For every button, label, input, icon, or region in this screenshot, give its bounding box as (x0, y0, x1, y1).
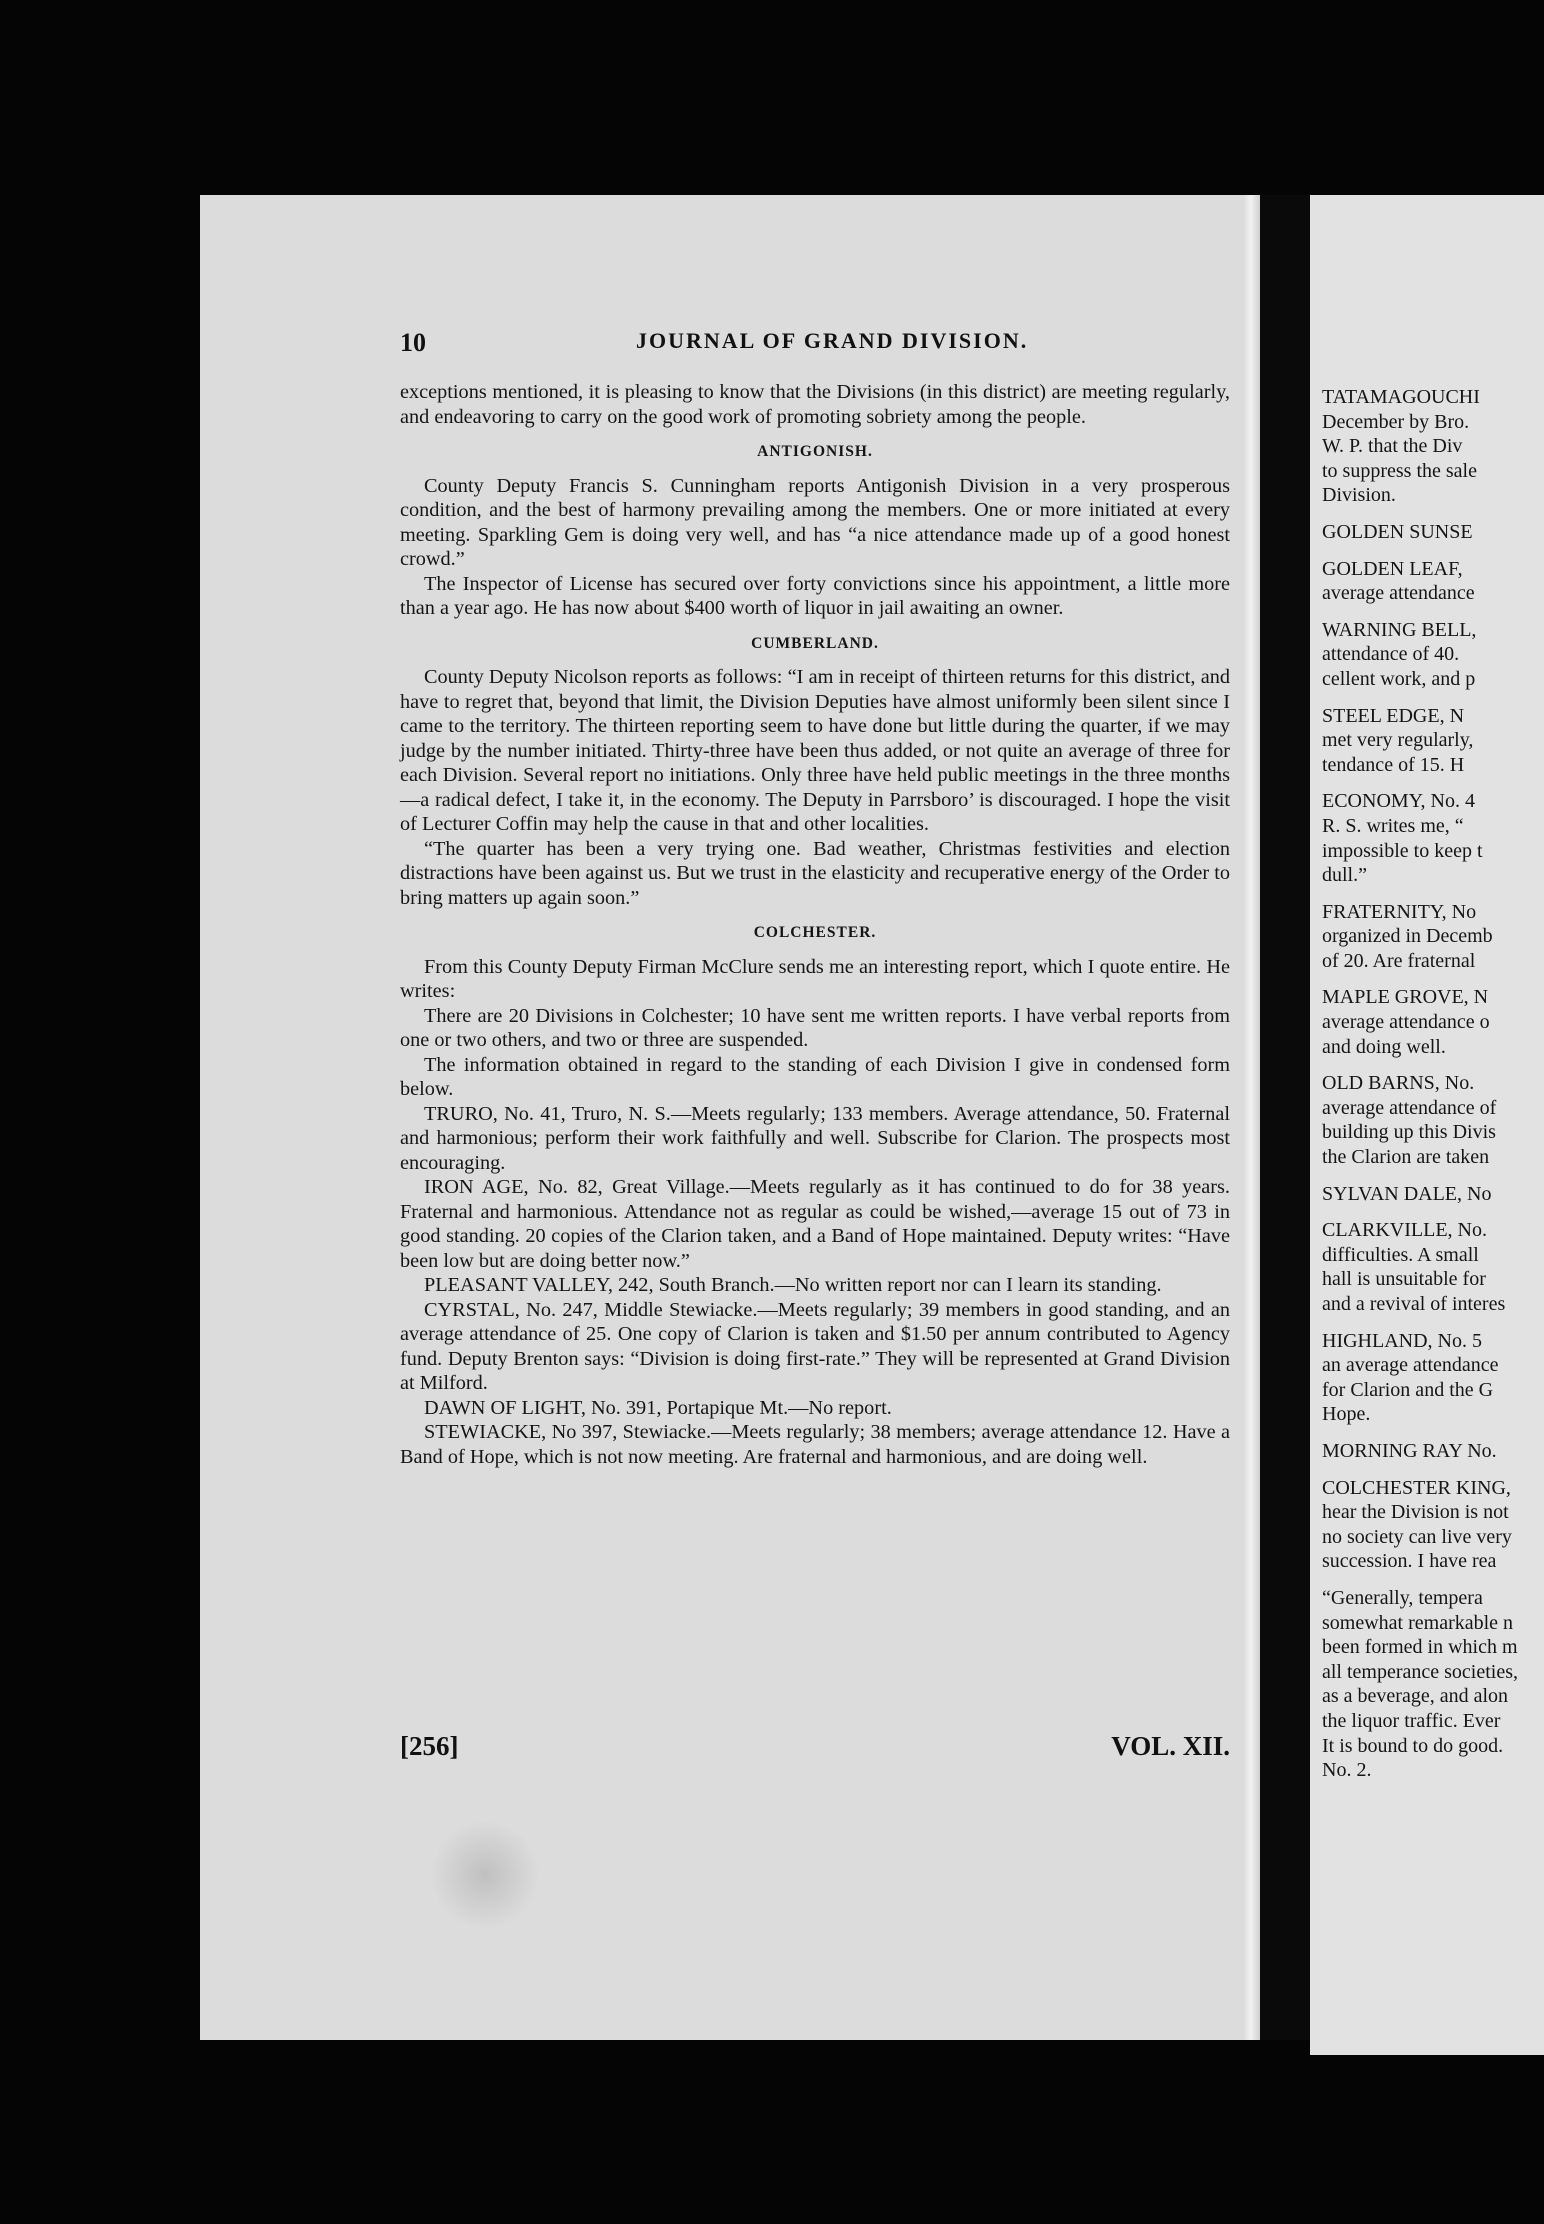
right-line: hear the Division is not (1322, 1501, 1509, 1524)
section-heading: CUMBERLAND. (751, 634, 879, 652)
right-line: building up this Divis (1322, 1121, 1496, 1144)
right-line: somewhat remarkable n (1322, 1611, 1514, 1634)
right-line: the liquor traffic. Ever (1322, 1709, 1501, 1732)
right-entry (1322, 618, 1544, 692)
right-line: SYLVAN DALE, No (1322, 1182, 1492, 1205)
section-heading: ANTIGONISH. (757, 443, 873, 460)
right-line: succession. I have rea (1322, 1550, 1497, 1573)
right-entry (1322, 1218, 1544, 1316)
right-line: MORNING RAY No. (1322, 1439, 1497, 1462)
right-line: the Clarion are taken (1322, 1146, 1490, 1169)
paragraph: CYRSTAL, No. 247, Middle Stewiacke.—Meets regularly; 39 members in good standing, and an average attendance of 25. One copy of Clarion is taken and $1.50 per annum contributed to Agency fund. Deputy Brenton says: “Division is doing first-rate.” They will be represented at Grand Division at Milford. (400, 1298, 1230, 1394)
right-line: December by Bro. (1322, 410, 1470, 433)
paragraph: The information obtained in regard to the standing of each Division I give in condensed form below. (400, 1053, 1230, 1100)
right-line: OLD BARNS, No. (1322, 1072, 1475, 1095)
right-entry (1322, 385, 1544, 508)
right-line: GOLDEN SUNSE (1322, 520, 1473, 543)
right-line: tendance of 15. H (1322, 753, 1465, 776)
paragraph: There are 20 Divisions in Colchester; 10 have sent me written reports. I have verbal reports from one or two others, and two or three are suspended. (400, 1004, 1230, 1051)
right-line: “Generally, tempera (1322, 1586, 1483, 1609)
right-line: an average attendance (1322, 1354, 1499, 1377)
right-line: STEEL EDGE, N (1322, 704, 1465, 727)
right-entry (1322, 1476, 1544, 1574)
paragraph: County Deputy Francis S. Cunningham reports Antigonish Division in a very prosperous condition, and the best of harmony prevailing among the members. One or more initiated at every meeting. Sparkling Gem is doing very well, and has “a nice attendance made up of a good honest crowd.” (400, 474, 1230, 570)
right-line: difficulties. A small (1322, 1243, 1479, 1266)
page-number: 10 (400, 328, 426, 357)
section-heading: COLCHESTER. (753, 924, 877, 941)
right-line: of 20. Are fraternal (1322, 949, 1476, 972)
right-line: FRATERNITY, No (1322, 900, 1477, 923)
right-text-column (1322, 385, 1544, 1783)
right-line: average attendance o (1322, 1011, 1490, 1034)
right-entry (1322, 900, 1544, 974)
right-line: and a revival of interes (1322, 1293, 1506, 1315)
paragraph: STEWIACKE, No 397, Stewiacke.—Meets regularly; 38 members; average attendance 12. Have a Band of Hope, which is not now meeting. Are fraternal and harmonious, and are doing well. (400, 1421, 1230, 1468)
right-line: been formed in which m (1322, 1636, 1518, 1659)
right-entry (1322, 1329, 1544, 1427)
right-line: dull.” (1322, 864, 1367, 887)
right-line: Hope. (1322, 1403, 1371, 1426)
paragraph: PLEASANT VALLEY, 242, South Branch.—No written report nor can I learn its standing. (424, 1274, 1162, 1296)
right-line: MAPLE GROVE, N (1322, 986, 1489, 1009)
right-line: organized in Decemb (1322, 925, 1493, 948)
right-line: average attendance of (1322, 1096, 1497, 1119)
running-head (400, 328, 1260, 360)
right-entry (1322, 1071, 1544, 1169)
right-line: No. 2. (1322, 1759, 1372, 1782)
right-line: HIGHLAND, No. 5 (1322, 1329, 1482, 1352)
right-line: for Clarion and the G (1322, 1378, 1494, 1401)
volume-number: VOL. XII. (1111, 1731, 1230, 1761)
left-text-column (400, 380, 1230, 1469)
right-entry (1322, 520, 1544, 545)
right-line: no society can live very (1322, 1525, 1512, 1548)
right-line: COLCHESTER KING, (1322, 1476, 1511, 1499)
paragraph: TRURO, No. 41, Truro, N. S.—Meets regularly; 133 members. Average attendance, 50. Fraternal and harmonious; perform their work faithfully and well. Subscribe for Clarion. The prospects most encouraging. (400, 1102, 1230, 1174)
right-line: CLARKVILLE, No. (1322, 1219, 1487, 1242)
right-line: GOLDEN LEAF, (1322, 557, 1463, 580)
right-line: W. P. that the Div (1322, 435, 1463, 458)
right-line: ECONOMY, No. 4 (1322, 790, 1475, 813)
right-line: WARNING BELL, (1322, 618, 1477, 641)
right-entry (1322, 985, 1544, 1059)
page-edge (1242, 195, 1260, 2040)
paragraph: IRON AGE, No. 82, Great Village.—Meets regularly as it has continued to do for 38 years. Fraternal and harmonious. Attendance not as regular as could be wished,—average 15 out of 73 in good standing. 20 copies of the Clarion taken, and a Band of Hope maintained. Deputy writes: “Have been low but are doing better now.” (400, 1176, 1230, 1272)
right-line: attendance of 40. (1322, 643, 1460, 666)
right-entry (1322, 1586, 1544, 1783)
paragraph: County Deputy Nicolson reports as follows: “I am in receipt of thirteen returns for this district, and have to regret that, beyond that limit, the Division Deputies have almost uniformly been silent since I came to the territory. The thirteen reporting seem to have done but little during the quarter, if we may judge by the number initiated. Thirty-three have been thus added, or not quite an average of three for each Division. Several report no initiations. Only three have held public meetings in the three months—a radical defect, I take it, in the economy. The Deputy in Parrsboro’ is discouraged. I hope the visit of Lecturer Coffin may help the cause in that and other localities. (400, 666, 1230, 835)
right-line: as a beverage, and alon (1322, 1685, 1509, 1708)
paragraph: “The quarter has been a very trying one. Bad weather, Christmas festivities and election distractions have been against us. But we trust in the elasticity and recuperative energy of the Order to bring matters up again soon.” (400, 837, 1230, 909)
right-line: TATAMAGOUCHI (1322, 386, 1480, 408)
right-line: impossible to keep t (1322, 839, 1483, 862)
folio-number: [256] (400, 1731, 459, 1761)
right-line: and doing well. (1322, 1035, 1446, 1058)
paragraph: The Inspector of License has secured over forty convictions since his appointment, a little more than a year ago. He has now about $400 worth of liquor in jail awaiting an owner. (400, 572, 1230, 619)
paper-stain (430, 1820, 540, 1930)
paragraph: exceptions mentioned, it is pleasing to know that the Divisions (in this district) are meeting regularly, and endeavoring to carry on the good work of promoting sobriety among the people. (400, 381, 1230, 428)
right-entry (1322, 1439, 1544, 1464)
right-entry (1322, 1182, 1544, 1207)
right-entry (1322, 789, 1544, 887)
right-line: hall is unsuitable for (1322, 1268, 1486, 1291)
book-gutter (1260, 195, 1310, 2040)
right-line: to suppress the sale (1322, 459, 1477, 482)
paragraph: DAWN OF LIGHT, No. 391, Portapique Mt.—No report. (424, 1396, 892, 1419)
right-line: cellent work, and p (1322, 667, 1476, 690)
right-line: met very regularly, (1322, 729, 1474, 752)
right-line: average attendance (1322, 582, 1475, 605)
right-entry (1322, 557, 1544, 606)
right-line: R. S. writes me, “ (1322, 814, 1464, 837)
paragraph: From this County Deputy Firman McClure sends me an interesting report, which I quote entire. He writes: (400, 955, 1230, 1002)
right-line: It is bound to do good. (1322, 1734, 1504, 1757)
page-footer (400, 1731, 1230, 1771)
right-line: all temperance societies, (1322, 1660, 1519, 1683)
journal-title: JOURNAL OF GRAND DIVISION. (636, 328, 1029, 353)
right-line: Division. (1322, 484, 1396, 507)
right-entry (1322, 704, 1544, 778)
